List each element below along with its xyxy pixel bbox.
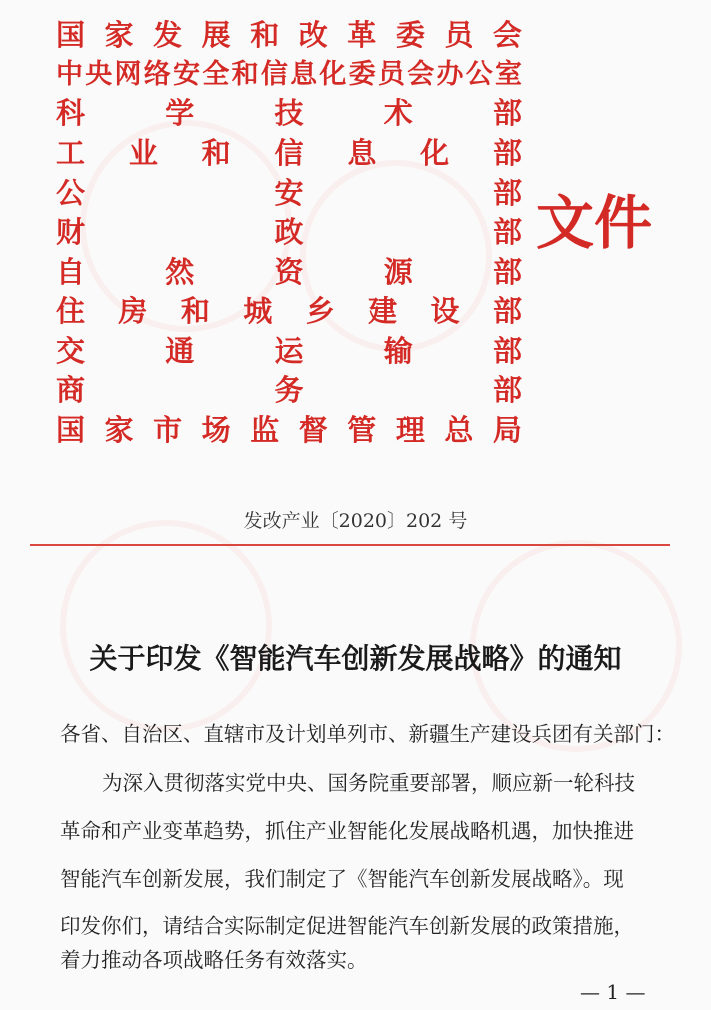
issuer-char: 化 xyxy=(319,58,347,90)
issuer-char: 信 xyxy=(260,58,288,90)
body-line: 革命和产业变革趋势，抓住产业智能化发展战略机遇，加快推进 xyxy=(60,819,634,843)
issuer-char: 安 xyxy=(274,175,304,210)
issuer-row xyxy=(56,134,522,172)
issuer-char: 全 xyxy=(202,58,230,90)
issuer-row xyxy=(56,16,522,54)
issuer-char: 网 xyxy=(114,58,142,90)
issuer-char: 财 xyxy=(56,214,86,249)
addressee-line: 各省、自治区、直辖市及计划单列市、新疆生产建设兵团有关部门： xyxy=(60,722,675,746)
issuer-char: 理 xyxy=(395,412,425,447)
issuer-char: 监 xyxy=(250,412,280,447)
issuer-char: 委 xyxy=(395,17,425,52)
issuer-char: 场 xyxy=(201,412,231,447)
issuer-char: 部 xyxy=(492,175,522,210)
issuer-char: 化 xyxy=(420,135,450,170)
issuer-row xyxy=(56,292,522,330)
issuer-char: 和 xyxy=(180,293,210,328)
issuer-char: 市 xyxy=(153,412,183,447)
issuer-char: 中 xyxy=(56,58,83,90)
issuer-char: 工 xyxy=(56,135,86,170)
issuer-row xyxy=(56,253,522,291)
issuer-char: 改 xyxy=(298,17,328,52)
issuer-char: 务 xyxy=(274,372,304,407)
issuer-char: 委 xyxy=(348,58,376,90)
red-divider xyxy=(30,544,670,546)
issuer-row xyxy=(56,332,522,370)
issuer-char: 革 xyxy=(347,17,377,52)
issuer-char: 术 xyxy=(383,95,413,130)
issuer-char: 乡 xyxy=(305,293,335,328)
issuer-row xyxy=(56,371,522,409)
issuer-char: 息 xyxy=(347,135,377,170)
issuer-char: 交 xyxy=(56,333,86,368)
issuer-char: 技 xyxy=(274,95,304,130)
issuer-char: 络 xyxy=(143,58,171,90)
body-line: 着力推动各项战略任务有效落实。 xyxy=(60,948,368,972)
issuer-char: 部 xyxy=(492,254,522,289)
issuer-char: 业 xyxy=(128,135,158,170)
page-number: — 1 — xyxy=(580,980,646,1004)
issuer-char: 公 xyxy=(56,175,86,210)
document-title: 关于印发《智能汽车创新发展战略》的通知 xyxy=(89,642,622,675)
issuer-char: 息 xyxy=(290,58,318,90)
issuer-char: 督 xyxy=(298,412,328,447)
issuer-char: 房 xyxy=(118,293,148,328)
issuer-char: 部 xyxy=(492,214,522,249)
body-line: 智能汽车创新发展，我们制定了《智能汽车创新发展战略》。现 xyxy=(60,867,624,891)
issuer-char: 输 xyxy=(383,333,413,368)
issuer-char: 通 xyxy=(165,333,195,368)
issuer-char: 安 xyxy=(173,58,201,90)
issuer-char: 部 xyxy=(492,135,522,170)
issuer-char: 家 xyxy=(104,17,134,52)
issuer-char: 设 xyxy=(430,293,460,328)
issuer-char: 员 xyxy=(377,58,405,90)
issuer-char: 和 xyxy=(231,58,259,90)
issuer-char: 国 xyxy=(56,412,86,447)
issuer-char: 学 xyxy=(165,95,195,130)
issuer-char: 和 xyxy=(250,17,280,52)
issuer-char: 部 xyxy=(492,95,522,130)
issuer-row xyxy=(56,174,522,212)
issuer-char: 总 xyxy=(444,412,474,447)
issuer-char: 管 xyxy=(347,412,377,447)
issuer-char: 局 xyxy=(492,412,522,447)
issuer-char: 央 xyxy=(85,58,113,90)
issuer-char: 办 xyxy=(436,58,464,90)
body-line: 为深入贯彻落实党中央、国务院重要部署，顺应新一轮科技 xyxy=(102,771,635,795)
background-seal xyxy=(60,520,272,732)
issuer-char: 城 xyxy=(243,293,273,328)
issuer-char: 员 xyxy=(444,17,474,52)
issuer-row xyxy=(56,213,522,251)
file-label: 文件 xyxy=(536,189,653,257)
issuer-row xyxy=(56,94,522,132)
issuer-char: 室 xyxy=(494,58,522,90)
issuer-char: 资 xyxy=(274,254,304,289)
issuer-row xyxy=(56,55,522,93)
issuer-char: 信 xyxy=(274,135,304,170)
issuer-char: 会 xyxy=(407,58,435,90)
issuer-char: 部 xyxy=(492,372,522,407)
issuer-char: 运 xyxy=(274,333,304,368)
issuer-char: 展 xyxy=(201,17,231,52)
issuer-char: 住 xyxy=(56,293,86,328)
document-number: 发改产业〔2020〕202 号 xyxy=(243,510,468,532)
issuer-char: 部 xyxy=(492,333,522,368)
issuer-char: 源 xyxy=(383,254,413,289)
issuer-char: 国 xyxy=(56,17,86,52)
issuer-char: 政 xyxy=(274,214,304,249)
issuer-char: 家 xyxy=(104,412,134,447)
issuer-row xyxy=(56,411,522,449)
issuer-char: 和 xyxy=(201,135,231,170)
issuer-char: 发 xyxy=(153,17,183,52)
issuer-char: 部 xyxy=(492,293,522,328)
issuer-char: 商 xyxy=(56,372,86,407)
issuer-char: 科 xyxy=(56,95,86,130)
issuer-char: 然 xyxy=(165,254,195,289)
issuer-char: 会 xyxy=(492,17,522,52)
body-line: 印发你们，请结合实际制定促进智能汽车创新发展的政策措施， xyxy=(60,914,634,938)
issuer-char: 公 xyxy=(465,58,493,90)
issuer-char: 自 xyxy=(56,254,86,289)
issuer-char: 建 xyxy=(368,293,398,328)
